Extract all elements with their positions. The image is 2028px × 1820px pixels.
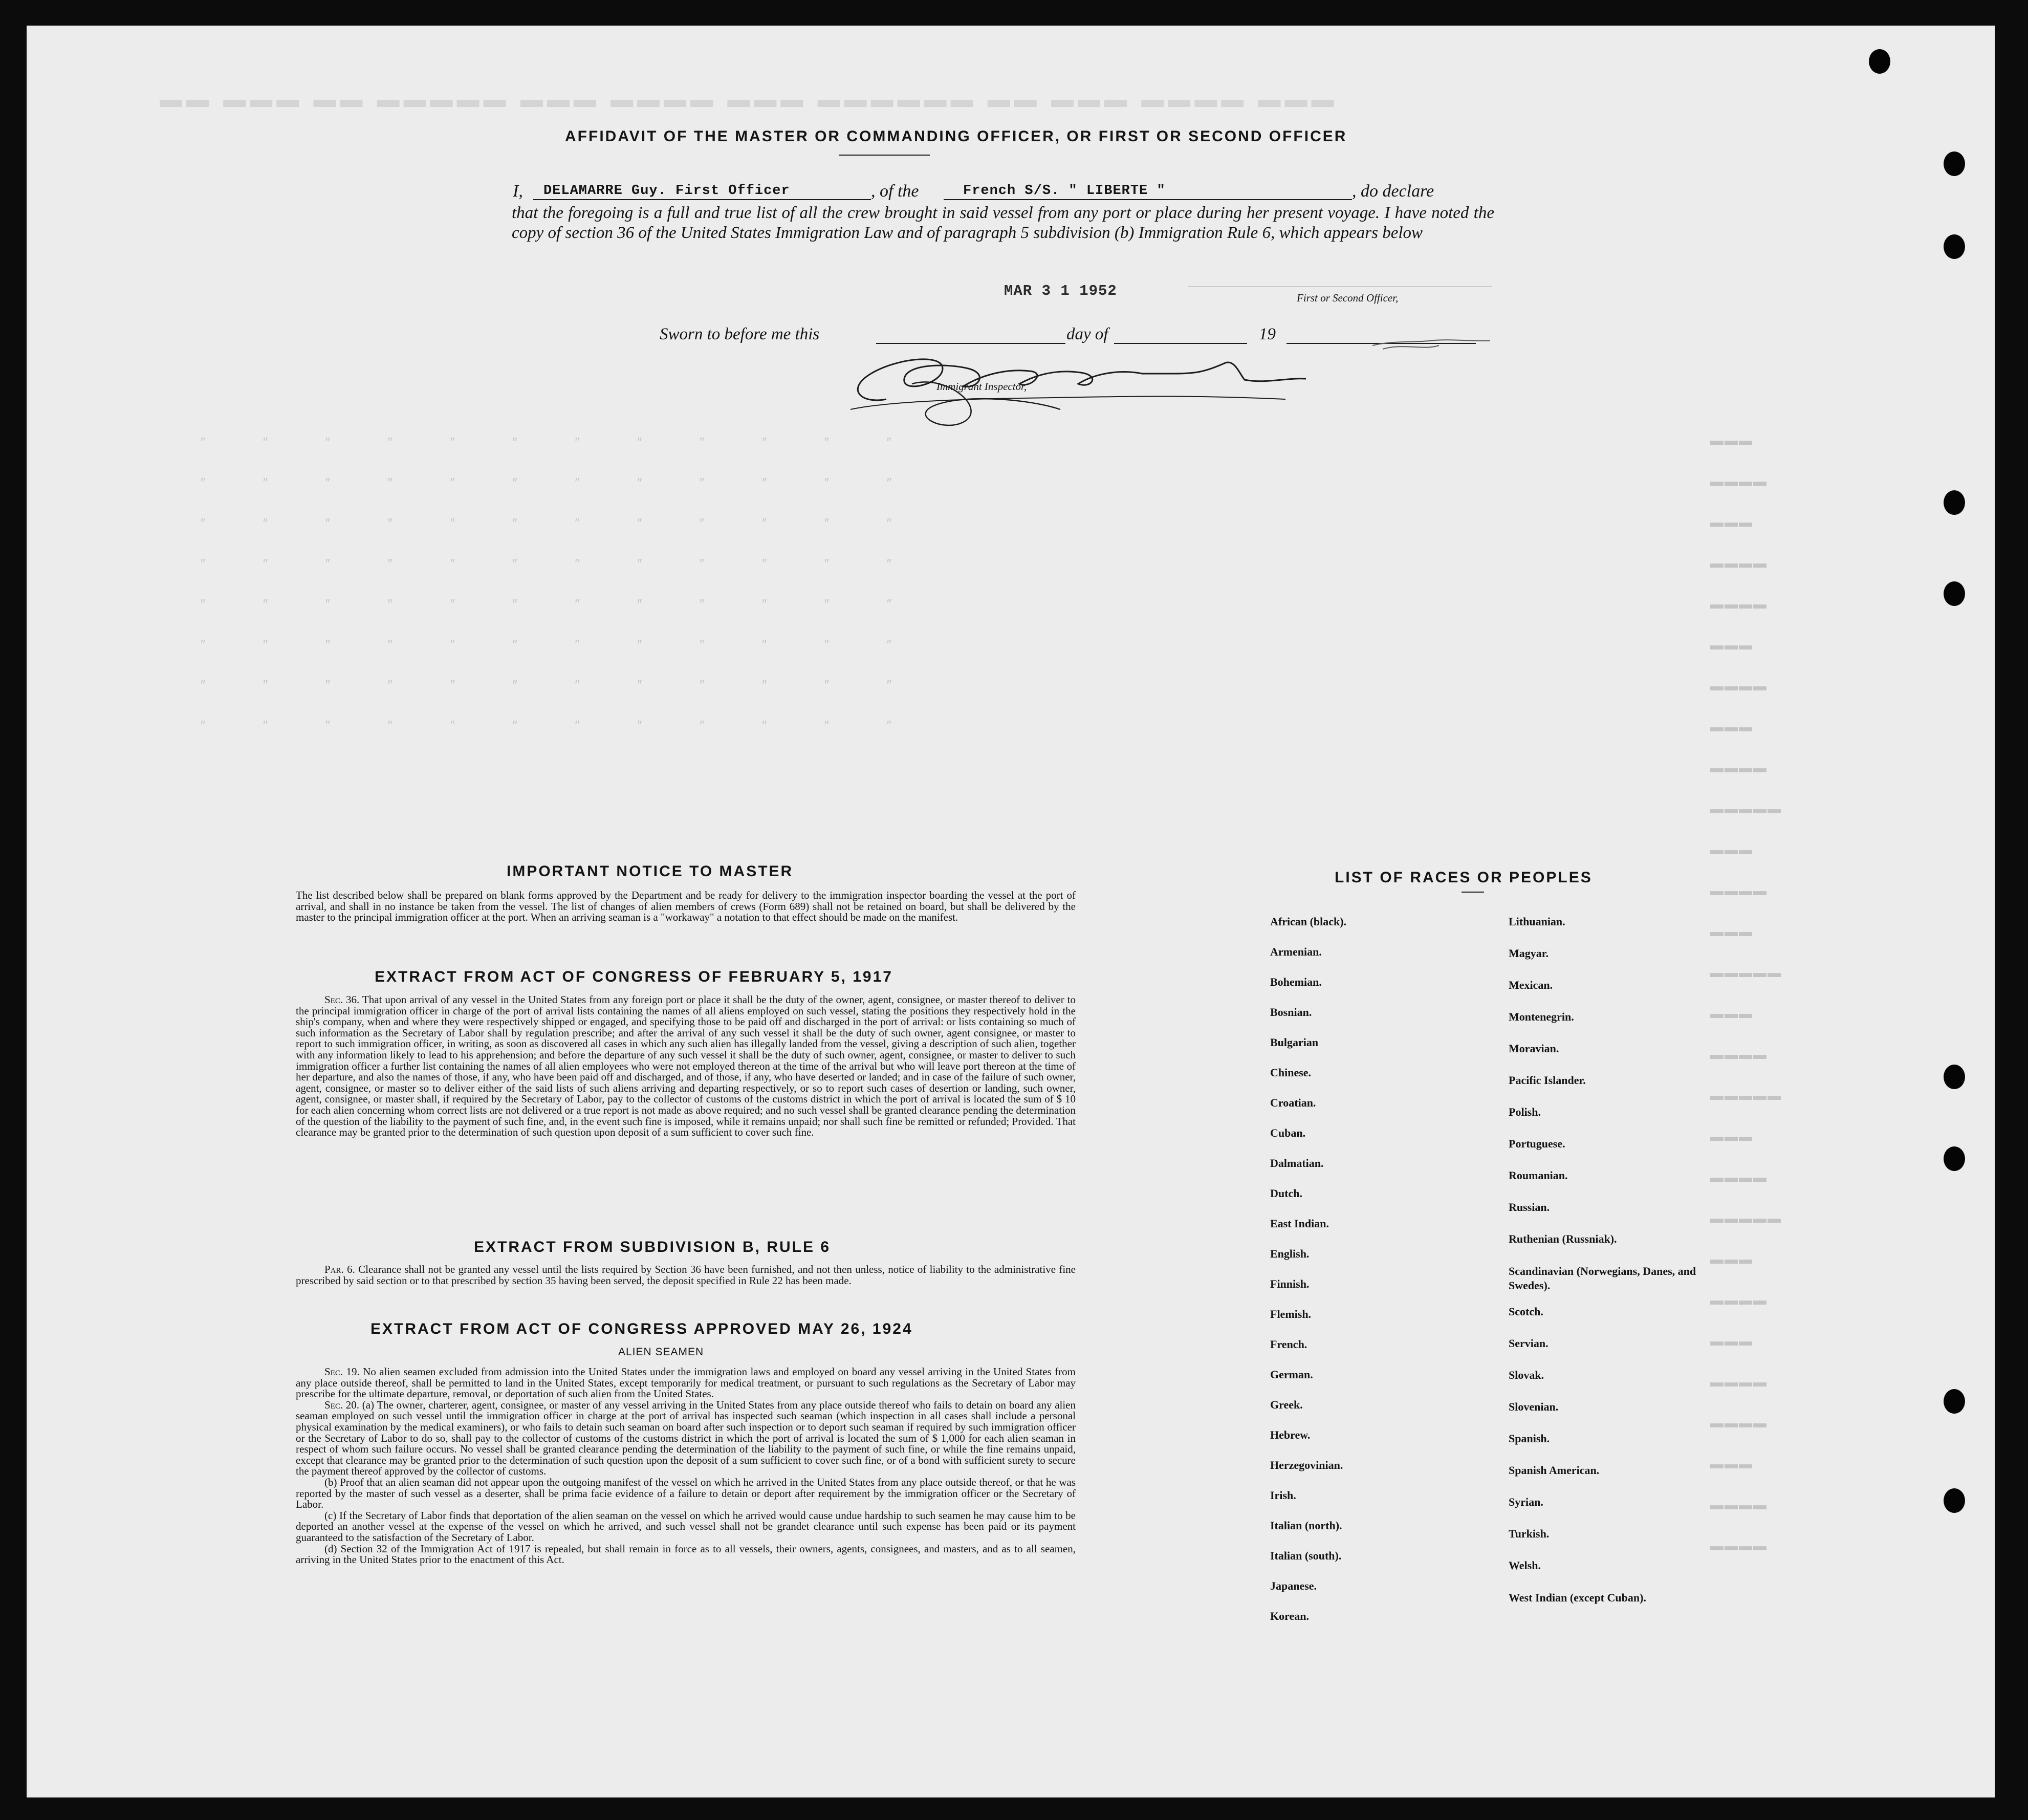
binder-hole (1869, 49, 1890, 74)
race-item: Scotch. (1509, 1305, 1543, 1318)
affidavit-declaration-line (513, 182, 1495, 202)
document-sheet (27, 26, 1995, 1797)
of-the-label: , of the (871, 182, 919, 201)
notice-text: The list described below shall be prepared on blank forms approved by the Department and be ready for delivery to the immigration inspector boarding the vessel at the port of arrival, and shall in no instance be taken from the vessel. The list of changes of alien members of crews (Form 689) shall not be retained on board, but shall be delivered by the master to the principal immigration officer at the port. When an arriving seaman is a "workaway" a notation to that effect should be made on the manifest. (296, 889, 1076, 924)
race-item: Italian (north). (1270, 1519, 1342, 1532)
sec-19-paragraph (296, 1367, 1076, 1400)
extract-1917-title: EXTRACT FROM ACT OF CONGRESS OF FEBRUARY 5, 1917 (375, 968, 893, 985)
inspector-signature (815, 312, 1490, 445)
race-item: West Indian (except Cuban). (1509, 1591, 1646, 1604)
extract-1924-subtitle: ALIEN SEAMEN (618, 1346, 704, 1358)
binder-hole (1944, 1389, 1965, 1414)
sec-20b-paragraph: (b) Proof that an alien seaman did not appear upon the outgoing manifest of the vessel on which he arrived in the United States from any place outside thereof, or that he was reported by the master of such vessel as a deserter, shall be prima facie evidence of a failure to detain or deport after requirement by the immigration officer or the Secretary of Labor. (296, 1476, 1076, 1511)
race-item: German. (1270, 1368, 1313, 1381)
race-item: East Indian. (1270, 1217, 1329, 1230)
race-item: Bulgarian (1270, 1036, 1319, 1049)
race-item: Slovenian. (1509, 1400, 1559, 1413)
race-item: Flemish. (1270, 1308, 1312, 1320)
sec-36-lead: Sec. 36. (324, 993, 360, 1006)
race-item: Croatian. (1270, 1096, 1316, 1109)
officer-name-value: DELAMARRE Guy. First Officer (543, 183, 790, 199)
race-item: Italian (south). (1270, 1549, 1342, 1562)
date-stamp: MAR 3 1 1952 (1004, 283, 1117, 299)
binder-hole (1944, 1488, 1965, 1513)
race-item: Welsh. (1509, 1559, 1541, 1572)
race-item: Scandinavian (Norwegians, Danes, and Swedes). (1509, 1265, 1696, 1292)
par-6-text: Clearance shall not be granted any vessel until the lists required by Section 36 have been furnished, and not then unless, notice of liability to the administrative fine prescribed by said section or to that prescribed by section 35 having been served, the deposit specified in Rule 22 has been made. (296, 1263, 1076, 1287)
sec-36-text: That upon arrival of any vessel in the United States from any foreign port or place it shall be the duty of the owner, agent, consignee, or master thereof to deliver to the principal immigration officer in charge of the port of arrival lists containing the names of all aliens employed on such vessel, stating the positions they respectively hold in the ship's company, when and where they were respectively shipped or engaged, and specifying those to be paid off and discharged in the port of arrival: or lists containing so much of such information as the Secretary of Labor shall by regulation prescribe; and after the arrival of any such vessel it shall be the duty of such owner, agent consignee, or master to report to such immigration officer, in writing, as soon as discovered all cases in which any such alien has illegally landed from the vessel, giving a description of such alien, together with any information likely to lead to his apprehension; and before the departure of any such vessel it shall be the duty of such owner, agent, consignee, or master to deliver to such immigration officer a further list containing the names of all alien employees who were not employed thereon at the time of the arrival but who will leave port thereon at the time of her departure, and also the names of those, if any, who have been paid off and discharged, and of those, if any, who have deserted or landed; and in case of the failure of such owner, agent, consignee, or master so to deliver either of the said lists of such aliens arriving and departing respectively, or so to report such cases of desertion or landing, such owner, agent, consignee, or master shall, if required by the Secretary of Labor, pay to the collector of customs of the customs district in which the port of arrival is located the sum of $ 10 for each alien concerning whom correct lists are not delivered or a true report is not made as above required; and no such vessel shall be granted clearance pending the determination of the question of the liability to the payment of such fine, and, in the event such fine is imposed, while it remains unpaid; nor shall such fine be remitted or refunded; Provided. That clearance may be granted prior to the determination of such question upon deposit of a sum sufficient to cover such fine. (296, 993, 1076, 1139)
binder-hole (1944, 234, 1965, 259)
binder-hole (1944, 151, 1965, 176)
race-item: Spanish American. (1509, 1464, 1600, 1477)
race-item: Servian. (1509, 1337, 1549, 1350)
binder-hole (1944, 490, 1965, 515)
race-item: Polish. (1509, 1106, 1541, 1118)
extract-1924-body (296, 1367, 1076, 1566)
par-6-lead: Par. 6. (324, 1263, 355, 1275)
bleed-through-rows: ″ ″ ″ ″ ″ ″ ″ ″ ″ ″ ″ ″ ″ ″ ″ ″ ″ ″ ″ ″ ″ ″ ″ ″ ″ ″ ″ ″ ″ ″ ″ ″ ″ ″ ″ ″ ″ ″ ″ ″ ″ ″ ″ ″ ″ ″ ″ ″ ″ ″ ″ ″ ″ ″ ″ ″ ″ ″ ″ ″ ″ ″ ″ ″ ″ ″ ″ ″ ″ ″ ″ ″ ″ ″ ″ ″ ″ ″ ″ ″ ″ ″ ″ ″ ″ ″ ″ ″ ″ ″ ″ ″ ″ ″ ″ ″ (201, 435, 892, 733)
affidavit-title: AFFIDAVIT OF THE MASTER OR COMMANDING OFFICER, OR FIRST OR SECOND OFFICER (565, 128, 1347, 145)
race-item: Turkish. (1509, 1527, 1550, 1540)
notice-title: IMPORTANT NOTICE TO MASTER (507, 863, 794, 880)
sec-20d-paragraph: (d) Section 32 of the Immigration Act of 1917 is repealed, but shall remain in force as to all vessels, their owners, agents, consignees, and masters, and as to all seamen, arriving in the United States prior to the enactment of this Act. (296, 1542, 1076, 1566)
sec-20a-paragraph (296, 1400, 1076, 1477)
sec-20-lead: Sec. 20. (324, 1398, 360, 1411)
race-item: Japanese. (1270, 1579, 1317, 1592)
race-item: Russian. (1509, 1201, 1550, 1214)
do-declare-label: , do declare (1352, 182, 1434, 201)
race-item: Chinese. (1270, 1066, 1312, 1079)
sec-19-text: No alien seamen excluded from admission into the United States under the immigration laws and employed on board any vessel arriving in the United States from any place outside thereof, shall be permitted to land in the United States, except temporarily for medical treatment, or pursuant to such regulations as the Secretary of Labor may prescribe for the ultimate departure, removal, or deportation of such alien from the United States. (296, 1366, 1076, 1400)
race-item: African (black). (1270, 915, 1347, 928)
i-word: I, (513, 182, 523, 201)
officer-name-underline (533, 199, 871, 200)
sec-20c-paragraph: (c) If the Secretary of Labor finds that deportation of the alien seaman on the vessel on which he arrived would cause undue hardship to such seamen he may cause him to be deported an another vessel at the expense of the vessel on which he arrived, and such vessel shall not be grandet clearance until such expense has been paid or its payment guaranteed to the satisfaction of the Secretary of Labor. (296, 1509, 1076, 1544)
year-prefix: 19 (1259, 325, 1276, 343)
race-item: Pacific Islander. (1509, 1074, 1586, 1087)
binder-hole (1944, 581, 1965, 606)
extract-1917-body (296, 994, 1076, 1138)
bleed-through-column: ▬▬▬ ▬▬▬▬ ▬▬▬ ▬▬▬▬ ▬▬▬▬ ▬▬▬ ▬▬▬▬ ▬▬▬ ▬▬▬▬ ▬▬▬▬▬ ▬▬▬ ▬▬▬▬ ▬▬▬ ▬▬▬▬▬ ▬▬▬ ▬▬▬▬ ▬▬▬▬▬ ▬▬▬ ▬▬▬▬ ▬▬▬▬▬ ▬▬▬ ▬▬▬▬ ▬▬▬ ▬▬▬▬ ▬▬▬▬ ▬▬▬ ▬▬▬▬ ▬▬▬▬ (1710, 432, 1782, 1553)
race-item: Montenegrin. (1509, 1010, 1574, 1023)
race-item: Spanish. (1509, 1432, 1550, 1445)
race-item: Slovak. (1509, 1369, 1544, 1381)
race-item: Magyar. (1509, 947, 1549, 960)
race-item: English. (1270, 1247, 1310, 1260)
sec-19-lead: Sec. 19. (324, 1366, 360, 1378)
race-item: Moravian. (1509, 1042, 1559, 1055)
race-item: Finnish. (1270, 1277, 1310, 1290)
race-item: Greek. (1270, 1398, 1303, 1411)
race-item: Lithuanian. (1509, 915, 1565, 928)
races-title: LIST OF RACES OR PEOPLES (1335, 869, 1593, 886)
race-item: Roumanian. (1509, 1169, 1568, 1182)
race-item: Mexican. (1509, 979, 1553, 991)
race-item: Korean. (1270, 1610, 1309, 1622)
race-item: Armenian. (1270, 945, 1322, 958)
race-item: Hebrew. (1270, 1428, 1311, 1441)
day-of-label: day of (1066, 325, 1108, 343)
race-item: Dutch. (1270, 1187, 1302, 1200)
sworn-prefix: Sworn to before me this (660, 325, 820, 343)
race-item: Bohemian. (1270, 976, 1322, 988)
race-item: French. (1270, 1338, 1307, 1351)
race-item: Herzegovinian. (1270, 1459, 1343, 1471)
races-title-underline (1462, 892, 1484, 893)
extract-rule6-body (296, 1264, 1076, 1286)
binder-hole (1944, 1065, 1965, 1089)
race-item: Irish. (1270, 1489, 1296, 1502)
binder-hole (1944, 1146, 1965, 1171)
race-item: Portuguese. (1509, 1137, 1565, 1150)
officer-caption: First or Second Officer, (1297, 292, 1399, 304)
race-item: Ruthenian (Russniak). (1509, 1232, 1617, 1245)
extract-1924-title: EXTRACT FROM ACT OF CONGRESS APPROVED MAY 26, 1924 (370, 1320, 913, 1337)
vessel-underline (944, 199, 1352, 200)
affidavit-title-underline (839, 155, 930, 156)
extract-rule6-title: EXTRACT FROM SUBDIVISION B, RULE 6 (474, 1239, 831, 1255)
inspector-caption: Immigrant Inspector, (936, 380, 1027, 393)
race-item: Bosnian. (1270, 1006, 1312, 1019)
race-item: Cuban. (1270, 1126, 1306, 1139)
race-item: Dalmatian. (1270, 1157, 1324, 1169)
bleed-through-marks: ▬▬ ▬▬▬ ▬▬ ▬▬▬▬▬ ▬▬▬ ▬▬▬▬ ▬▬▬ ▬▬▬▬▬▬ ▬▬ ▬▬▬ ▬▬▬▬ ▬▬▬ (160, 87, 1338, 112)
affidavit-body: that the foregoing is a full and true list of all the crew brought in said vessel from any port or place during her present voyage. I have noted the copy of section 36 of the United States Immigration Law and of paragraph 5 subdivision (b) Immigration Rule 6, which appears below (512, 204, 1494, 242)
vessel-value: French S/S. " LIBERTE " (963, 183, 1166, 199)
sec-20a-text: (a) The owner, charterer, agent, consignee, or master of any vessel arriving in the United States from any place outside thereof who fails to detain on board any alien seaman employed on such vessel until the immigration officer in charge at the port of arrival has inspected such seaman (which inspection in all cases shall include a personal physical examination by the medical examiners), or who fails to detain such seaman on board after such inspection or to deport such seaman if required by such immigration officer or the Secretary of Labor to do so, shall pay to the collector of customs of the customs district in which the port of arrival is located the sum of $ 1,000 for each alien seaman in respect of whom such failure occurs. No vessel shall be granted clearance pending the determination of the liability to the payment of such fine, or while the fine remains unpaid, except that clearance may be granted prior to the determination of such question upon the deposit of a sum sufficient to cover such fine, or of a bond with sufficient surety to secure the payment thereof approved by the collector of customs. (296, 1398, 1076, 1478)
race-item: Syrian. (1509, 1496, 1543, 1508)
